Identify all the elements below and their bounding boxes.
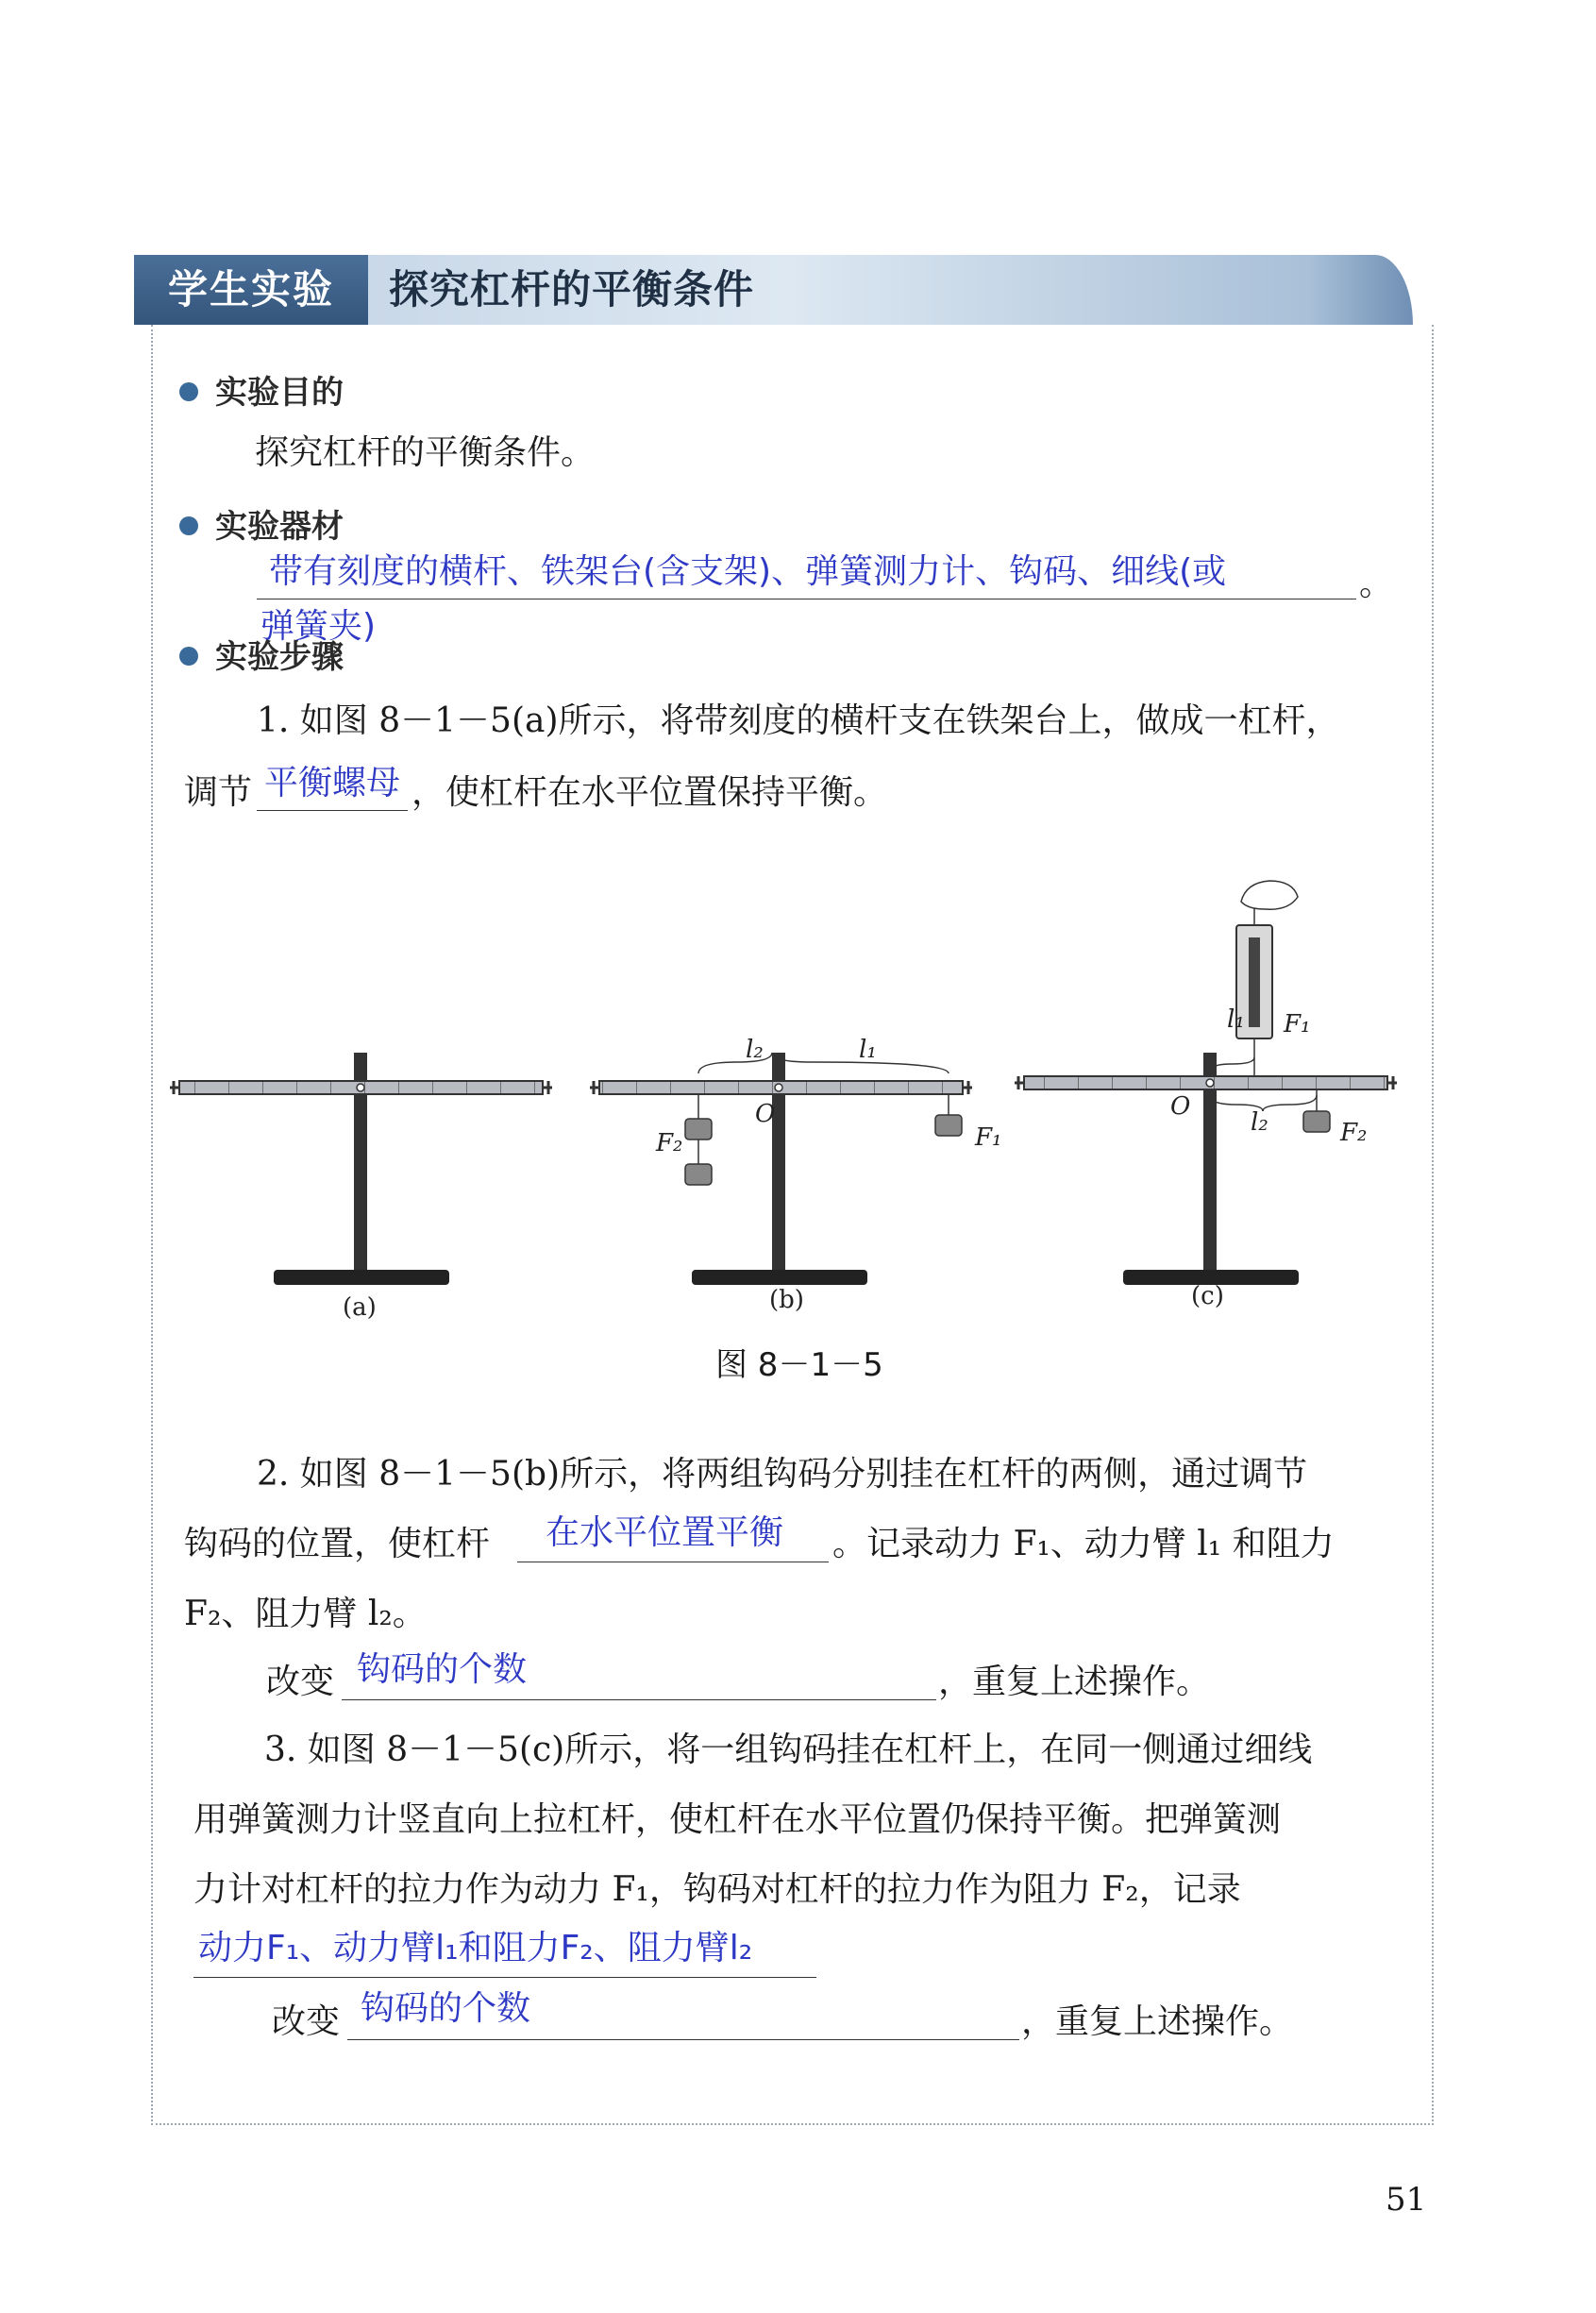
caption-a: (a): [343, 1293, 377, 1322]
page-number: 51: [1386, 2181, 1427, 2219]
step1-line1: 1. 如图 8－1－5(a)所示，将带刻度的横杆支在铁架台上，做成一杠杆，: [257, 701, 1340, 740]
label-l2-c: l₂: [1251, 1108, 1268, 1137]
heading-steps: 实验步骤: [179, 631, 344, 677]
section-banner: [134, 255, 1413, 325]
caption-b: (b): [769, 1286, 804, 1314]
step2-change-pre: 改变: [266, 1663, 335, 1701]
step2-line3: F₂、阻力臂 l₂。: [184, 1595, 427, 1633]
label-l2-b: l₂: [746, 1036, 764, 1064]
step2-change-post: ，重复上述操作。: [938, 1663, 1211, 1701]
step3-line3: 力计对杠杆的拉力作为动力 F₁，钩码对杠杆的拉力作为阻力 F₂，记录: [193, 1870, 1241, 1909]
equipment-answer-line2: 弹簧夹): [260, 607, 377, 646]
step3-change-pre: 改变: [272, 2002, 341, 2041]
label-O-c: O: [1170, 1092, 1191, 1121]
label-O-b: O: [755, 1100, 776, 1128]
step1-pre: 调节: [184, 773, 253, 812]
step2-line1: 2. 如图 8－1－5(b)所示，将两组钩码分别挂在杠杆的两侧，通过调节: [257, 1455, 1308, 1494]
lever-b: [590, 1053, 972, 1285]
lever-a: [170, 1053, 552, 1285]
step2-answer: 在水平位置平衡: [546, 1513, 784, 1552]
heading-equipment: 实验器材: [179, 500, 344, 547]
lever-c: [1015, 881, 1397, 1285]
equipment-answer-line1: 带有刻度的横杆、铁架台(含支架)、弹簧测力计、钩码、细线(或: [269, 552, 1227, 591]
banner-title: 探究杠杆的平衡条件: [368, 255, 1413, 325]
step2-change-answer: 钩码的个数: [357, 1650, 528, 1689]
step3-change-answer: 钩码的个数: [361, 1989, 531, 2028]
label-l1-c: l₁: [1227, 1005, 1245, 1034]
caption-c: (c): [1191, 1282, 1224, 1310]
label-l1-b: l₁: [859, 1036, 877, 1064]
label-F1-c: F₁: [1284, 1010, 1311, 1038]
step1-blank: [257, 810, 408, 811]
bullet-icon: [179, 516, 198, 535]
label-F2-c: F₂: [1340, 1119, 1368, 1147]
step3-answer: 动力F₁、动力臂l₁和阻力F₂、阻力臂l₂: [198, 1929, 753, 1967]
step1-answer: 平衡螺母: [264, 764, 401, 802]
figure-title: 图 8－1－5: [715, 1346, 883, 1384]
purpose-text: 探究杠杆的平衡条件。: [255, 433, 596, 472]
banner-tag: 学生实验: [134, 255, 368, 325]
equipment-end: 。: [1359, 565, 1394, 603]
label-F1-b: F₁: [975, 1123, 1002, 1152]
heading-purpose: 实验目的: [179, 366, 344, 413]
bullet-icon: [179, 647, 198, 666]
label-F2-b: F₂: [656, 1129, 683, 1157]
step2-change-blank: [342, 1699, 936, 1700]
step3-blank: [193, 1977, 816, 1978]
step2-post: 。记录动力 F₁、动力臂 l₁ 和阻力: [832, 1525, 1335, 1563]
bullet-icon: [179, 382, 198, 401]
step3-line2: 用弹簧测力计竖直向上拉杠杆，使杠杆在水平位置仍保持平衡。把弹簧测: [193, 1800, 1282, 1839]
step2-pre: 钩码的位置，使杠杆: [184, 1525, 491, 1563]
lever-figure: [160, 864, 1416, 1317]
step1-post: ，使杠杆在水平位置保持平衡。: [412, 773, 888, 812]
step3-line1: 3. 如图 8－1－5(c)所示，将一组钩码挂在杠杆上，在同一侧通过细线: [264, 1731, 1313, 1769]
step3-change-post: ，重复上述操作。: [1021, 2002, 1294, 2041]
step3-change-blank: [347, 2039, 1019, 2040]
